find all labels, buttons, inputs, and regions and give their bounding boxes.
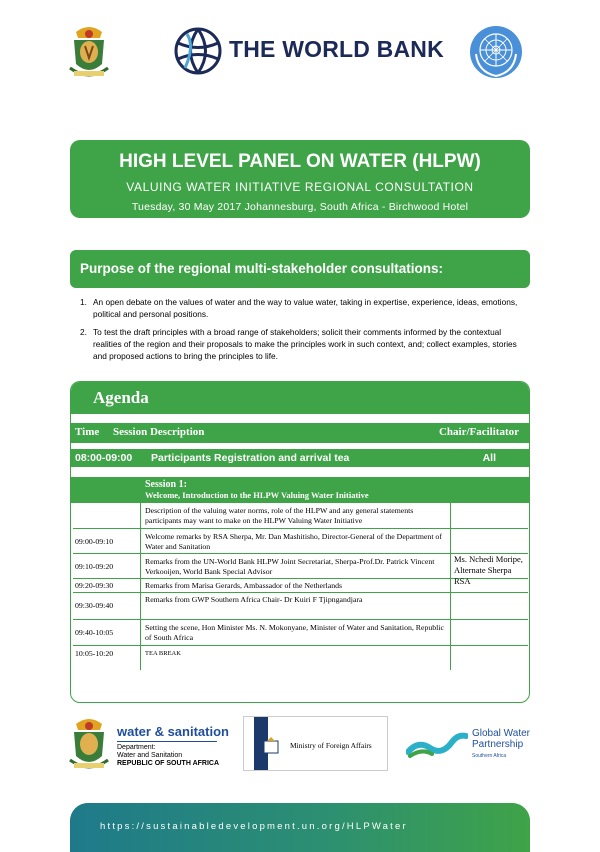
banner-subtitle: VALUING WATER INITIATIVE REGIONAL CONSULTATION: [126, 180, 474, 194]
south-africa-coat-of-arms-icon: [66, 716, 112, 774]
col-time: Time: [75, 426, 100, 438]
ministry-foreign-affairs-logo: Ministry of Foreign Affairs: [243, 716, 388, 771]
table-row: 09:20-09:30 Remarks from Marisa Gerards, Ambassador of the Netherlands: [73, 579, 528, 593]
table-row: 10:05-10:20 TEA BREAK: [75, 649, 181, 658]
purpose-list: [80, 296, 520, 368]
gwp-wave-icon: [406, 730, 468, 760]
purpose-heading-box: [70, 250, 530, 288]
world-bank-title: THE WORLD BANK: [229, 36, 444, 62]
table-row: 09:30-09:40 Remarks from GWP Southern Africa Chair- Dr Kuiri F Tjipngandjara: [73, 593, 528, 620]
chair-facilitator: Ms. Nchedi Moripe, Alternate Sherpa RSA: [454, 554, 523, 586]
footer-url-link[interactable]: https://sustainabledevelopment.un.org/HLPWater: [100, 821, 408, 832]
footer-bar: [70, 803, 530, 852]
registration-row: 08:00-09:00 Participants Registration and arrival tea All: [71, 449, 530, 467]
purpose-item: 2. To test the draft principles with a broad range of stakeholders; solicit their comments informed by the contextual realities of the region and their proposals to make the principles work in such context, and; collect examples, stories and proposed actions to bring the principles to life.: [80, 327, 517, 361]
world-bank-globe-icon: [173, 26, 223, 76]
purpose-heading: Purpose of the regional multi-stakeholder consultations:: [80, 261, 444, 276]
netherlands-crest-icon: [258, 737, 284, 755]
agenda-title-bar: [71, 382, 530, 414]
united-nations-emblem-icon: [468, 24, 524, 80]
banner-date-location: Tuesday, 30 May 2017 Johannesburg, South Africa - Birchwood Hotel: [131, 201, 469, 213]
col-session: Session Description: [113, 426, 205, 438]
table-row: 09:00-09:10 Welcome remarks by RSA Sherpa, Mr. Dan Mashitisho, Director-General of the Department of Water and Sanitation: [73, 529, 528, 554]
title-banner: [70, 140, 530, 218]
table-row: 09:10-09:20 Remarks from the UN-World Bank HLPW Joint Secretariat, Sherpa-Prof.Dr. Patrick Vincent Verkooijen, World Bank Special Advisor: [73, 554, 528, 579]
col-chair: Chair/Facilitator: [438, 426, 519, 438]
agenda-panel: [70, 381, 530, 703]
south-africa-coat-of-arms-icon: [66, 24, 112, 82]
table-row: 09:40-10:05 Setting the scene, Hon Minister Ms. N. Mokonyane, Minister of Water and Sanitation, Republic of South Africa: [73, 620, 528, 646]
banner-title: HIGH LEVEL PANEL ON WATER (HLPW): [119, 151, 481, 172]
table-row: Description of the valuing water norms, role of the HLPW and any general statements participants may want to make on the HLPW Valuing Water Initiative: [73, 503, 528, 529]
purpose-item: 1. An open debate on the values of water and the way to value water, taking in expertise, experience, ideas, emotions, political and personal positions.: [80, 297, 518, 319]
session-1-header: Session 1: Welcome, Introduction to the HLPW Valuing Water Initiative: [71, 477, 530, 503]
logo-rule: [117, 741, 217, 742]
agenda-column-headers: [71, 423, 530, 443]
agenda-title: Agenda: [93, 388, 149, 407]
water-sanitation-logo: water & sanitation Department: Water and Sanitation REPUBLIC OF SOUTH AFRICA: [117, 724, 229, 767]
gwp-logo-text: Global Water Partnership Southern Africa: [472, 728, 530, 759]
